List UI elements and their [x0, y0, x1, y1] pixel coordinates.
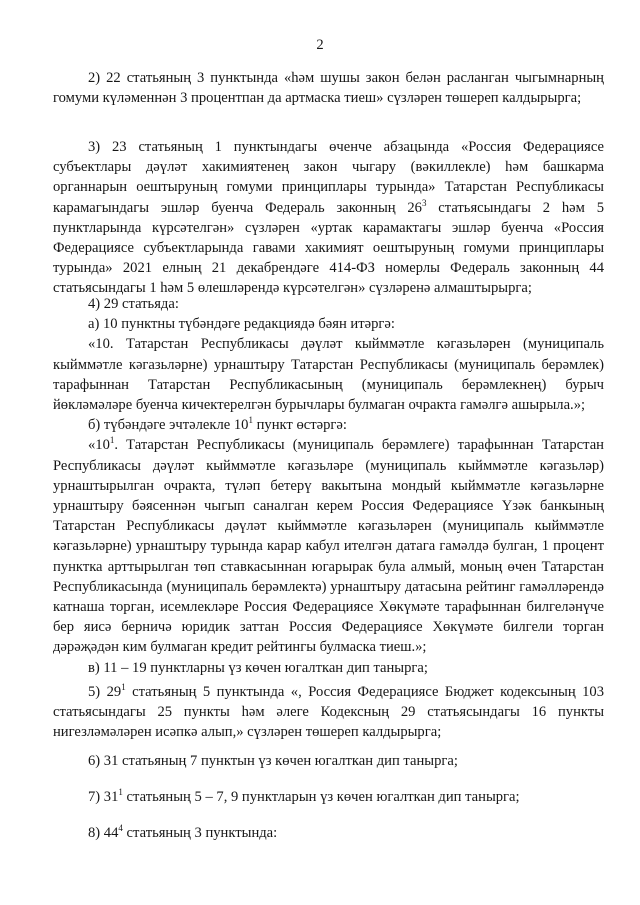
item-4b-sup: 1	[248, 415, 253, 426]
item-4b-quote-pre: «10	[88, 437, 110, 454]
item-4b-quote-sup: 1	[109, 435, 115, 446]
item-4a-quote: «10. Татарстан Республикасы дәүләт кыйммәтле кәгазьләрен (муниципаль кыйммәтле кәгазьләрне) урнаштыру Татарстан Республикасы (муниципаль берәмлек) тарафыннан Татарстан Республикасының (муниципаль берәмлекнең) бурыч йөкләмәләре буенча кичектерелгән бурычлары булмаган очракта гамәлгә ашырыла.»;	[53, 336, 604, 414]
item-7-sup: 1	[118, 787, 123, 798]
item-2	[53, 68, 604, 108]
item-8-text	[53, 823, 604, 843]
item-7-post: статьяның 5 – 7, 9 пунктларын үз көчен югалткан дип танырга;	[122, 789, 520, 805]
item-6	[53, 751, 604, 771]
item-4b-quote-text: . Татарстан Республикасы (муниципаль берәмлеге) тарафыннан Татарстан Республикасы дәүләт кыйммәтле кәгазьләре (муниципаль кыйммәтле кәгазьләр) урнаштырылган очракта, түләп бетерү вакытына мондый кыйммәтле кәгазьләрне урнаштыру бәясеннән чыгып саналган керем Россия Федерациясе Үзәк банкының Татарстан Республикасы дәүләт кыйммәтле кәгазьләрен (муниципаль кыйммәтле кәгазьләрне) урнаштыру турында карар кабул ителгән датага гамәлдә булган, 1 процент пунктка арттырылган төп ставкасыннан югарырак була алмый, моның өчен Татарстан Республикасында (муниципаль берәмлектә) урнаштыру датасына рейтинг гамәлләрендә катнаша торган, исемлекләре Россия Федерациясе Хөкүмәте тарафыннан билгеләнүче бер яисә берничә юридик заттан Россия Федерациясе Хөкүмәте билгели торган дәрәҗәдән ким булмаган кредит рейтингы булмаска тиеш.»;	[53, 437, 604, 656]
item-3-text	[53, 137, 604, 299]
item-4b-pre: б) түбәндәге эчтәлекле 10	[88, 417, 249, 434]
item-4b-post: пункт өстәргә:	[252, 417, 347, 434]
item-2-text: 2) 22 статьяның 3 пунктында «һәм шушы закон белән расланган чыгымнарның гомуми күләменнән 3 процентпан да артмаска тиеш» сүзләрен төшереп калдырырга;	[53, 70, 604, 107]
item-5-post: статьяның 5 пунктында «, Россия Федерациясе Бюджет кодексының 103 статьясындагы 25 пункты һәм әлеге Кодексның 29 статьясындагы 16 пункты нигезләмәләрен исәпкә алып,» сүзләрен төшереп калдырырга;	[53, 684, 604, 741]
item-4	[53, 294, 604, 678]
item-8-sup: 4	[118, 823, 123, 834]
item-3-sup: 3	[421, 197, 427, 208]
item-8-pre: 8) 44	[88, 825, 119, 841]
item-7	[53, 787, 604, 807]
item-4b-quote	[53, 435, 604, 657]
item-5-pre: 5) 29	[88, 684, 122, 700]
item-3-text-a: 3) 23 статьяның 1 пунктындагы өченче абзацында «Россия Федерациясе субъектлары дәүләт хакимиятенең закон чыгару (вәкиллекле) һәм башкарма органнарын оештыруның гомуми принциплары турында» Татарстан Республикасы карамагындагы эшләр буенча Федераль законның 26	[53, 139, 604, 216]
item-4a: а) 10 пунктны түбәндәге редакциядә бәян итәргә:	[88, 316, 395, 333]
item-5-sup: 1	[121, 682, 126, 693]
item-4-heading: 4) 29 статьяда:	[88, 296, 179, 312]
item-6-text: 6) 31 статьяның 7 пунктын үз көчен югалткан дип танырга;	[88, 753, 458, 769]
item-4v: в) 11 – 19 пунктларны үз көчен югалткан дип танырга;	[88, 659, 428, 676]
item-7-pre: 7) 31	[88, 789, 119, 805]
item-5-text	[53, 682, 604, 743]
item-7-text	[53, 787, 604, 807]
item-4b	[53, 415, 604, 435]
item-8	[53, 823, 604, 843]
item-3	[53, 137, 604, 299]
item-5	[53, 682, 604, 743]
item-3-text-b: статьясындагы 2 һәм 5 пунктларында күрсәтелгән» сүзләрен «уртак карамактагы эшләр буенча «Россия Федерациясе субъектларында гавами хакимият оештыруның гомуми принциплары турында» 2021 елның 21 декабрендәге 414-ФЗ номерлы Федераль законның 44 статьясындагы 1 һәм 5 өлешләрендә күрсәтелгән» сүзләренә алмаштырырга;	[53, 199, 604, 297]
item-8-post: статьяның 3 пунктында:	[122, 825, 278, 841]
page-number: 2	[316, 37, 324, 53]
